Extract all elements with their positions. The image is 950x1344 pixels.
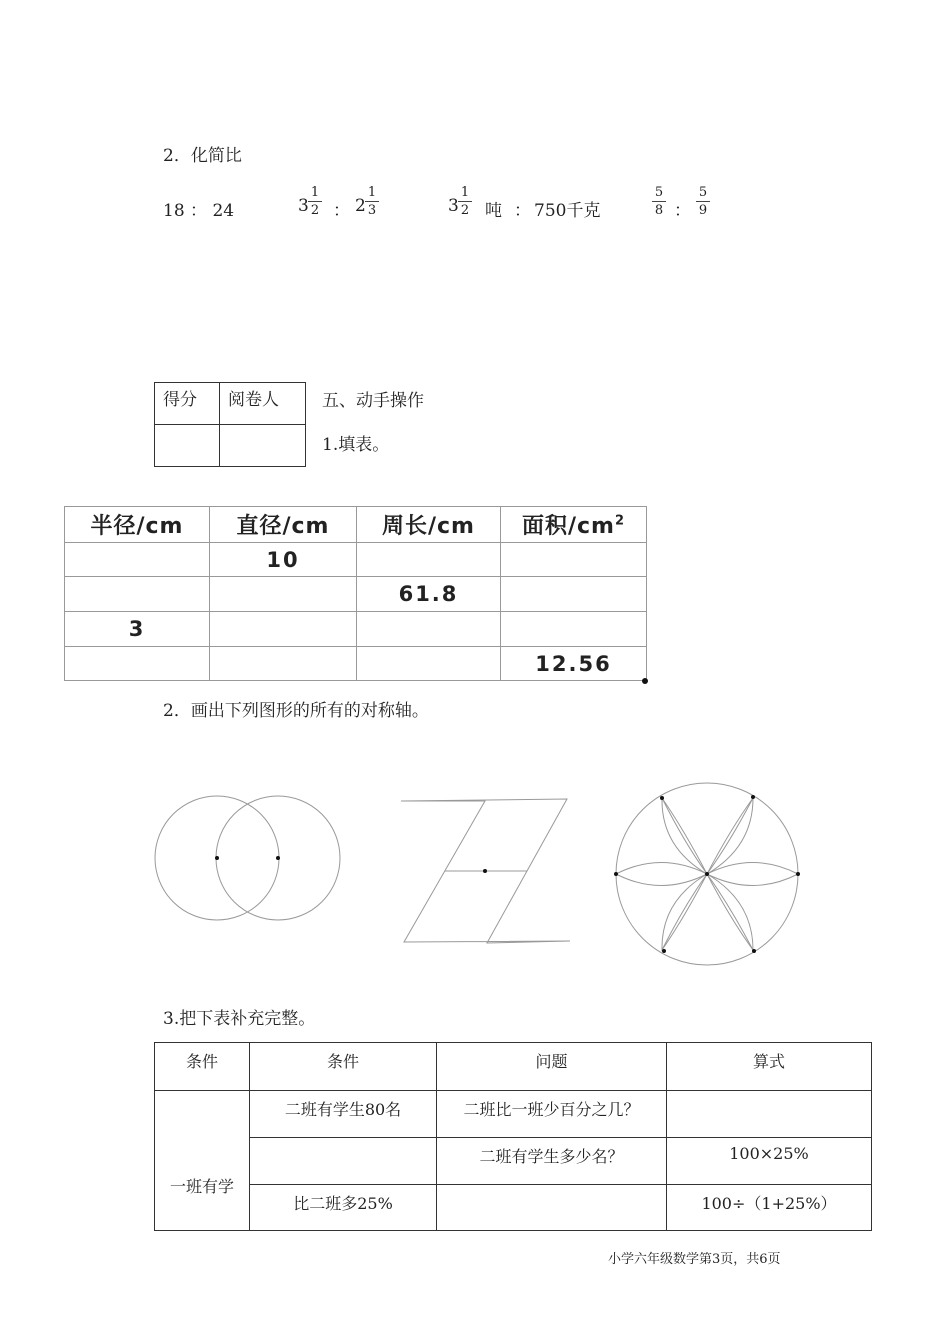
cell[interactable]: 100×25% xyxy=(667,1138,872,1185)
table-row xyxy=(155,1185,872,1231)
q3-title: 3.把下表补充完整。 xyxy=(163,1009,316,1029)
two-circles-figure xyxy=(155,796,340,920)
ratio-4-num-2: 5 xyxy=(696,186,710,202)
ratio-3-num: 1 xyxy=(458,186,472,202)
ratio-4-den-2: 9 xyxy=(698,203,708,218)
cell[interactable] xyxy=(210,577,357,612)
cell[interactable]: 3 xyxy=(65,612,210,647)
cell[interactable]: 二班有学生80名 xyxy=(250,1091,437,1138)
cell[interactable]: 二班比一班少百分之几？ xyxy=(437,1091,667,1138)
ratio-2-num-2: 1 xyxy=(365,186,379,202)
completion-table xyxy=(154,1042,872,1231)
ratio-4-num-1: 5 xyxy=(652,186,666,202)
table-row xyxy=(65,612,647,647)
ratio-2-frac-2 xyxy=(365,186,379,218)
ratio-4-frac-2 xyxy=(696,186,710,218)
cell[interactable]: 12.56 xyxy=(501,647,647,681)
cell[interactable] xyxy=(65,577,210,612)
header-area-sup: 2 xyxy=(614,513,626,529)
score-box xyxy=(154,382,306,467)
cell[interactable] xyxy=(501,543,647,577)
cell[interactable] xyxy=(65,543,210,577)
ratio-2-den-1: 2 xyxy=(310,203,320,218)
flower-dots xyxy=(614,795,800,953)
score-value-cell[interactable] xyxy=(155,425,220,467)
cell[interactable] xyxy=(667,1091,872,1138)
ratio-3-sep: ： xyxy=(514,201,531,221)
symmetry-figures xyxy=(140,780,840,980)
table-row xyxy=(65,543,647,577)
row-label: 一班有学 xyxy=(155,1091,250,1231)
ratio-3 xyxy=(448,186,618,228)
ratio-3-whole: 3 xyxy=(448,196,459,216)
cell[interactable] xyxy=(250,1138,437,1185)
q2-title: 2．化简比 xyxy=(163,146,242,166)
cell[interactable] xyxy=(501,577,647,612)
ratio-2-whole-1: 3 xyxy=(298,196,309,216)
ratio-3-frac xyxy=(458,186,472,218)
ratio-3-unit: 吨 xyxy=(485,201,502,221)
cell[interactable] xyxy=(65,647,210,681)
header-circumference: 周长/cm xyxy=(357,507,501,543)
header-area-label: 面积/cm xyxy=(521,514,615,539)
triangles-figure xyxy=(401,799,570,943)
score-label: 得分 xyxy=(155,383,220,425)
header-radius: 半径/cm xyxy=(65,507,210,543)
q1-title: 1.填表。 xyxy=(322,435,390,455)
circle-fill-table xyxy=(64,506,647,681)
cell[interactable] xyxy=(357,612,501,647)
stray-dot xyxy=(642,678,648,684)
ratio-2-num-1: 1 xyxy=(308,186,322,202)
comp-header-3: 问题 xyxy=(437,1043,667,1091)
cell[interactable] xyxy=(357,647,501,681)
ratio-4-frac-1 xyxy=(652,186,666,218)
cell[interactable]: 比二班多25% xyxy=(250,1185,437,1231)
ratio-2 xyxy=(298,186,398,228)
cell[interactable] xyxy=(357,543,501,577)
table-row xyxy=(65,577,647,612)
table-row xyxy=(155,1138,872,1185)
reviewer-value-cell[interactable] xyxy=(220,425,306,467)
header-diameter: 直径/cm xyxy=(210,507,357,543)
q2b-title: 2．画出下列图形的所有的对称轴。 xyxy=(163,701,429,721)
cell[interactable]: 100÷（1+25%） xyxy=(667,1185,872,1231)
reviewer-label: 阅卷人 xyxy=(220,383,306,425)
cell[interactable] xyxy=(437,1185,667,1231)
cell[interactable] xyxy=(210,612,357,647)
cell[interactable]: 二班有学生多少名？ xyxy=(437,1138,667,1185)
left-center-dot xyxy=(215,856,219,860)
ratio-3-den: 2 xyxy=(460,203,470,218)
ratio-4-den-1: 8 xyxy=(654,203,664,218)
table-row xyxy=(155,1091,872,1138)
flower-figure xyxy=(614,783,800,965)
ratio-1: 18 ： 24 xyxy=(163,201,235,221)
ratio-2-den-2: 3 xyxy=(367,203,377,218)
ratio-2-whole-2: 2 xyxy=(355,196,366,216)
ratio-4 xyxy=(652,186,732,228)
comp-header-1: 条件 xyxy=(155,1043,250,1091)
cell[interactable]: 10 xyxy=(210,543,357,577)
ratio-2-sep: ： xyxy=(333,201,350,221)
ratio-2-frac-1 xyxy=(308,186,322,218)
section-5-title: 五、动手操作 xyxy=(322,391,424,411)
cell[interactable] xyxy=(501,612,647,647)
cell[interactable]: 61.8 xyxy=(357,577,501,612)
ratio-3-rest: 750千克 xyxy=(534,201,601,221)
header-area xyxy=(501,507,647,543)
right-center-dot xyxy=(276,856,280,860)
page-footer: 小学六年级数学第3页，共6页 xyxy=(608,1252,781,1267)
table-row xyxy=(65,647,647,681)
comp-header-4: 算式 xyxy=(667,1043,872,1091)
ratio-4-sep: ： xyxy=(674,201,691,221)
comp-header-2: 条件 xyxy=(250,1043,437,1091)
cell[interactable] xyxy=(210,647,357,681)
triangles-center-dot xyxy=(483,869,487,873)
